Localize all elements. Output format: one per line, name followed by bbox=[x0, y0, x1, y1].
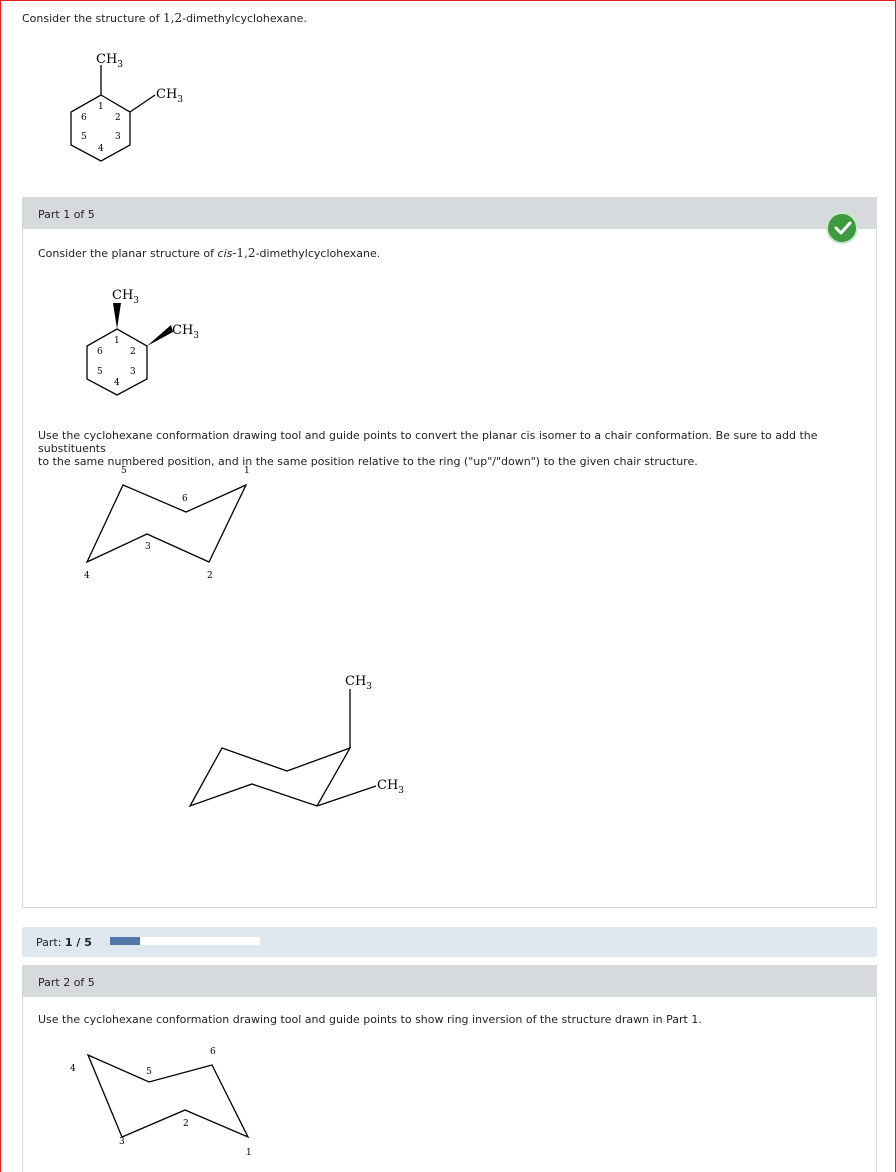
part1-ch3-2-label: $CH_3$ bbox=[172, 323, 200, 341]
chair-num-2: 2 bbox=[207, 571, 213, 581]
part1-statement: Consider the planar structure of cis-1,2-dimethylcyclohexane. bbox=[38, 246, 381, 260]
intro-num-5: 5 bbox=[81, 132, 87, 142]
given-chair-structure bbox=[75, 460, 275, 585]
part1-num-2: 2 bbox=[130, 347, 136, 357]
progress-track bbox=[110, 937, 260, 945]
part1-num-4: 4 bbox=[114, 378, 120, 388]
p2-num-4: 4 bbox=[70, 1064, 76, 1074]
part2-instruction: Use the cyclohexane conformation drawing tool and guide points to show ring inversion of the structure drawn in Part 1. bbox=[38, 1013, 702, 1026]
answer-equatorial-bond bbox=[317, 786, 376, 806]
chair-num-3: 3 bbox=[145, 542, 151, 552]
given-chair-ring bbox=[87, 485, 246, 562]
chair-num-5: 5 bbox=[121, 466, 127, 476]
answer-chair-ring bbox=[190, 748, 350, 806]
p2-num-6: 6 bbox=[210, 1047, 216, 1057]
intro-num-1: 1 bbox=[98, 102, 104, 112]
part1-wedge-1 bbox=[113, 303, 121, 329]
chair-num-4: 4 bbox=[84, 571, 90, 581]
intro-num-4: 4 bbox=[98, 144, 104, 154]
progress-fill bbox=[110, 937, 140, 945]
part-progress bbox=[22, 927, 877, 957]
p2-num-5: 5 bbox=[146, 1067, 152, 1077]
intro-num-2: 2 bbox=[115, 113, 121, 123]
chair-num-1: 1 bbox=[244, 466, 250, 476]
p2-num-3: 3 bbox=[119, 1137, 125, 1147]
intro-num-3: 3 bbox=[115, 132, 121, 142]
part1-wedge-2 bbox=[147, 325, 173, 346]
part2-header: Part 2 of 5 bbox=[23, 966, 876, 997]
p2-num-1: 1 bbox=[246, 1148, 252, 1158]
answer-ch3-2-label: $CH_3$ bbox=[377, 778, 405, 796]
intro-ch3-1-label: $CH_3$ bbox=[96, 52, 124, 70]
checkmark-icon bbox=[826, 212, 858, 244]
progress-label: Part: 1 / 5 bbox=[36, 936, 92, 949]
chair-num-6: 6 bbox=[182, 494, 188, 504]
part1-instruction: Use the cyclohexane conformation drawing tool and guide points to convert the planar cis isomer to a chair conformation. Be sure to add the substituents to the same numbered position, and in the same position relative to the ring ("up"/"down") to the given chair structure. bbox=[38, 429, 818, 468]
part1-header: Part 1 of 5 bbox=[23, 198, 876, 229]
part1-num-3: 3 bbox=[130, 367, 136, 377]
p2-num-2: 2 bbox=[183, 1119, 189, 1129]
answer-chair-structure[interactable] bbox=[180, 665, 430, 825]
intro-num-6: 6 bbox=[81, 113, 87, 123]
part2-chair-structure[interactable] bbox=[60, 1040, 280, 1165]
intro-bond-2 bbox=[130, 95, 155, 112]
part1-ch3-1-label: $CH_3$ bbox=[112, 288, 140, 306]
part1-planar-structure bbox=[75, 283, 225, 403]
part2-chair-ring bbox=[88, 1055, 248, 1137]
intro-structure bbox=[60, 45, 200, 165]
answer-ch3-1-label: $CH_3$ bbox=[345, 674, 373, 692]
part1-num-6: 6 bbox=[97, 347, 103, 357]
intro-ch3-2-label: $CH_3$ bbox=[156, 87, 184, 105]
part1-num-5: 5 bbox=[97, 367, 103, 377]
part1-num-1: 1 bbox=[114, 336, 120, 346]
intro-text: Consider the structure of 1,2-dimethylcyclohexane. bbox=[22, 11, 307, 25]
